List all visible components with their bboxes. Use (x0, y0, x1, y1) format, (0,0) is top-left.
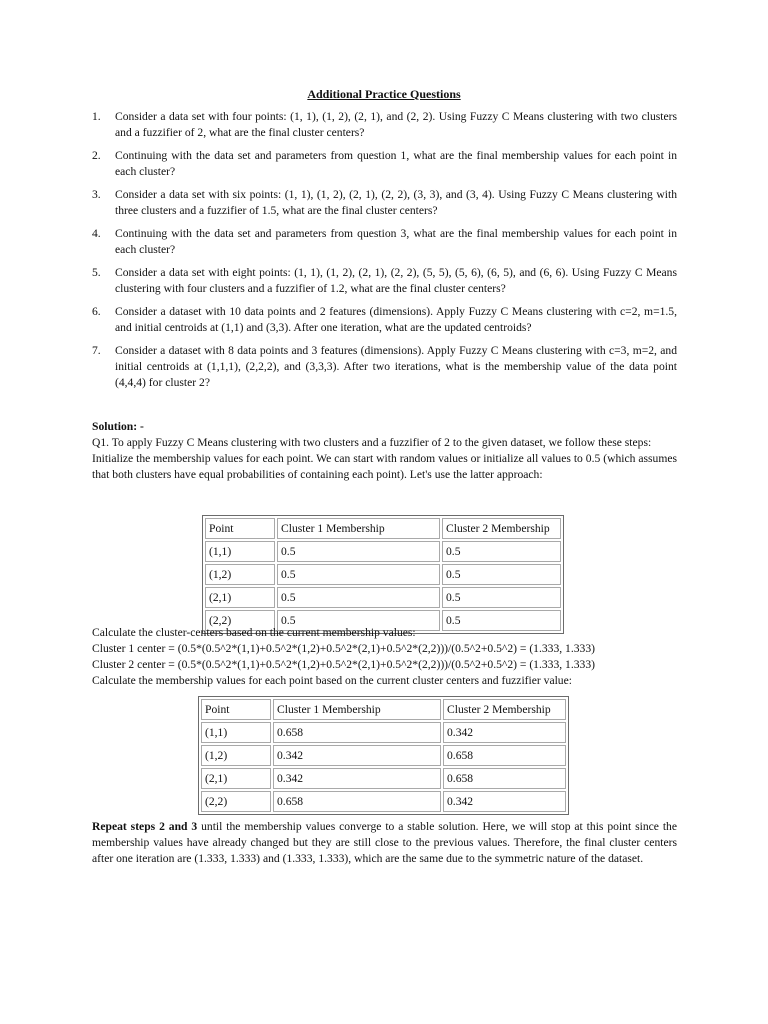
table-row (205, 564, 561, 585)
table-cell: 0.5 (442, 564, 561, 585)
question-number: 2. (92, 149, 101, 162)
solution-section (92, 419, 677, 483)
table-header-cell: Point (201, 699, 271, 720)
table-row (201, 791, 566, 812)
table-cell: 0.5 (277, 587, 440, 608)
table-cell: 0.5 (277, 541, 440, 562)
table-cell: (1,1) (205, 541, 275, 562)
question-text: Consider a data set with six points: (1, 1), (1, 2), (2, 1), (2, 2), (3, 3), and (3, 4). Using Fuzzy C Means clustering with three clusters and a fuzzifier of 1.5, what are the final cluster centers? (115, 188, 677, 217)
solution-init: Initialize the membership values for each point. We can start with random values or initialize all values to 0.5 (which assumes that both clusters have equal probabilities of containing each point). Let's use the latter approach: (92, 452, 677, 481)
question-text: Consider a dataset with 10 data points and 2 features (dimensions). Apply Fuzzy C Means clustering with c=2, m=1.5, and initial centroids at (1,1) and (3,3). After one iteration, what are the updated centroids? (115, 305, 677, 334)
table-cell: (2,2) (201, 791, 271, 812)
list-item (92, 304, 677, 336)
calc-line: Cluster 2 center = (0.5*(0.5^2*(1,1)+0.5^2*(1,2)+0.5^2*(2,1)+0.5^2*(2,2)))/(0.5^2+0.5^2) = (1.333, 1.333) (92, 658, 596, 671)
table-row (201, 768, 566, 789)
table-row (201, 722, 566, 743)
table-cell: 0.5 (277, 564, 440, 585)
question-text: Consider a dataset with 8 data points and 3 features (dimensions). Apply Fuzzy C Means clustering with c=3, m=2, and initial centroids at (1,1,1), (2,2,2), and (3,3,3). After two iterations, what is the membership value of the data point (4,4,4) for cluster 2? (115, 344, 677, 389)
list-item (92, 187, 677, 219)
table-cell: 0.5 (277, 610, 440, 631)
list-item (92, 343, 677, 391)
question-list (92, 109, 677, 398)
question-number: 1. (92, 110, 101, 123)
list-item (92, 148, 677, 180)
table-header-row (201, 699, 566, 720)
table-cell: 0.342 (273, 768, 441, 789)
table-cell: (1,2) (201, 745, 271, 766)
list-item (92, 109, 677, 141)
table-cell: 0.5 (442, 587, 561, 608)
conclusion-body: until the membership values converge to a stable solution. Here, we will stop at this point since the membership values have already changed but they are still close to the previous values. Therefore, the final cluster centers after one iteration are (1.333, 1.333) and (1.333, 1.333), which are the same due to the symmetric nature of the dataset. (92, 820, 677, 865)
page-title: Additional Practice Questions (307, 87, 461, 101)
table-row (201, 745, 566, 766)
table-header-cell: Cluster 1 Membership (277, 518, 440, 539)
table-cell: 0.342 (443, 791, 566, 812)
table-header-cell: Cluster 2 Membership (442, 518, 561, 539)
table-header-cell: Cluster 2 Membership (443, 699, 566, 720)
table-cell: 0.5 (442, 541, 561, 562)
table-cell: (2,1) (201, 768, 271, 789)
table-cell: (1,2) (205, 564, 275, 585)
membership-table-initial (202, 515, 564, 634)
table-cell: 0.342 (273, 745, 441, 766)
list-item (92, 265, 677, 297)
calculation-section (92, 625, 677, 689)
table-header-cell: Cluster 1 Membership (273, 699, 441, 720)
table-cell: 0.5 (442, 610, 561, 631)
question-text: Continuing with the data set and parameters from question 3, what are the final membership values for each point in each cluster? (115, 227, 677, 256)
solution-intro: Q1. To apply Fuzzy C Means clustering with two clusters and a fuzzifier of 2 to the given dataset, we follow these steps: (92, 436, 652, 449)
conclusion-paragraph (92, 819, 677, 867)
table-row (205, 587, 561, 608)
calc-line: Calculate the membership values for each point based on the current cluster centers and fuzzifier value: (92, 674, 572, 687)
calc-line: Cluster 1 center = (0.5*(0.5^2*(1,1)+0.5^2*(1,2)+0.5^2*(2,1)+0.5^2*(2,2)))/(0.5^2+0.5^2) = (1.333, 1.333) (92, 642, 596, 655)
question-number: 5. (92, 266, 101, 279)
conclusion-text (92, 819, 677, 867)
table-cell: 0.658 (273, 722, 441, 743)
question-number: 3. (92, 188, 101, 201)
calc-line: Calculate the cluster-centers based on the current membership values: (92, 626, 416, 639)
solution-heading: Solution: - (92, 420, 144, 433)
question-text: Consider a data set with eight points: (1, 1), (1, 2), (2, 1), (2, 2), (5, 5), (5, 6), (6, 5), and (6, 6). Using Fuzzy C Means clustering with four clusters and a fuzzifier of 1.2, what are the final cluster centers? (115, 266, 677, 295)
question-number: 6. (92, 305, 101, 318)
table-cell: 0.658 (443, 768, 566, 789)
conclusion-bold-lead: Repeat steps 2 and 3 (92, 820, 198, 833)
table-row (205, 541, 561, 562)
question-number: 4. (92, 227, 101, 240)
membership-table-updated (198, 696, 569, 815)
table-cell: 0.658 (273, 791, 441, 812)
question-text: Continuing with the data set and parameters from question 1, what are the final membership values for each point in each cluster? (115, 149, 677, 178)
table-header-row (205, 518, 561, 539)
table-header-cell: Point (205, 518, 275, 539)
question-number: 7. (92, 344, 101, 357)
table-cell: (1,1) (201, 722, 271, 743)
question-text: Consider a data set with four points: (1, 1), (1, 2), (2, 1), and (2, 2). Using Fuzzy C Means clustering with two clusters and a fuzzifier of 2, what are the final cluster centers? (115, 110, 677, 139)
table-cell: (2,2) (205, 610, 275, 631)
table-cell: (2,1) (205, 587, 275, 608)
table-cell: 0.658 (443, 745, 566, 766)
table-cell: 0.342 (443, 722, 566, 743)
list-item (92, 226, 677, 258)
